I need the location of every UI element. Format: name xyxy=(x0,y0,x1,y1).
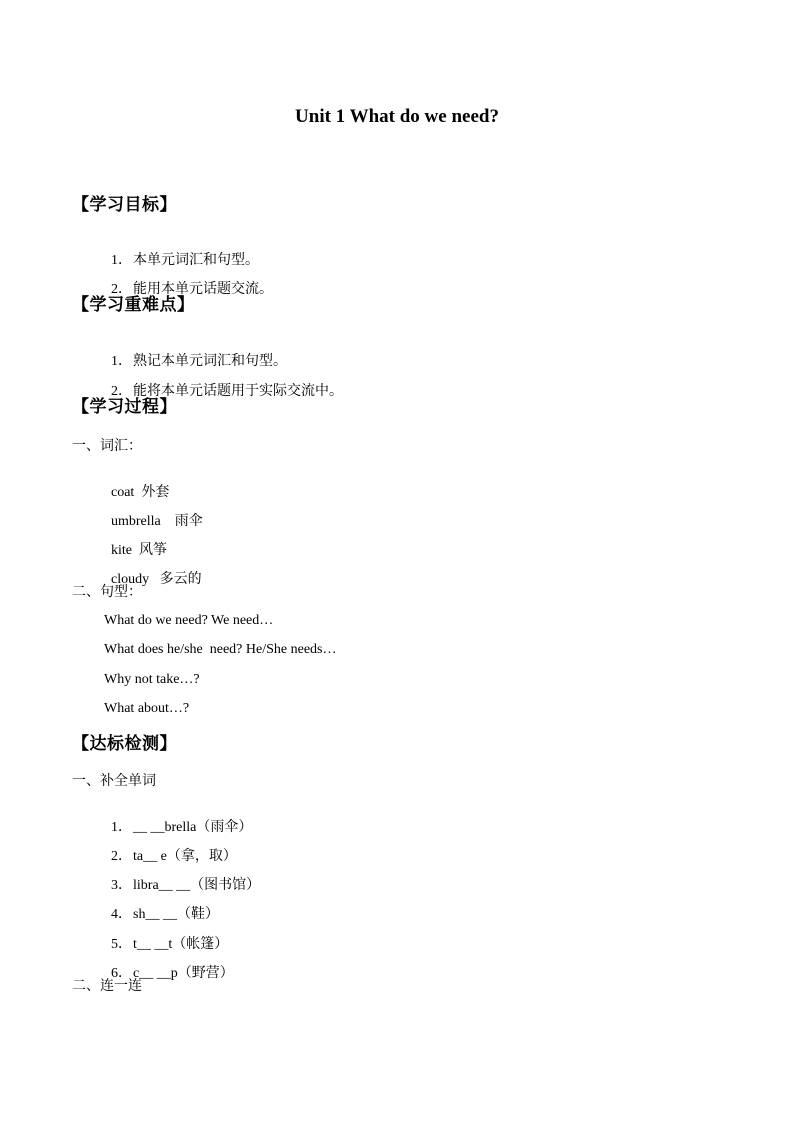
key-point-text: 能将本单元话题用于实际交流中。 xyxy=(133,383,343,399)
sentence-label: 二、句型： xyxy=(72,584,142,600)
vocab-english: kite xyxy=(111,543,132,558)
vocab-label: 一、词汇： xyxy=(72,438,142,454)
key-point-number: 2． xyxy=(111,384,132,399)
page-title: Unit 1 What do we need? xyxy=(295,106,499,127)
goal-text: 本单元词汇和句型。 xyxy=(133,252,259,268)
fill-word-blank: c__ __p xyxy=(133,966,178,981)
fill-word-blank: libra__ __ xyxy=(133,878,191,893)
fill-word-meaning: （雨伞） xyxy=(196,819,253,835)
vocab-english: coat xyxy=(111,485,135,500)
fill-word-meaning: （帐篷） xyxy=(172,936,229,952)
fill-word-meaning: （野营） xyxy=(177,965,234,981)
fill-word-meaning: （图书馆） xyxy=(190,877,261,893)
key-point-number: 1． xyxy=(111,354,132,369)
section-heading-process: 【学习过程】 xyxy=(72,397,177,417)
goal-text: 能用本单元话题交流。 xyxy=(133,281,273,297)
vocab-english: umbrella xyxy=(111,514,161,529)
fill-word-number: 4． xyxy=(111,907,132,922)
fill-word-number: 2． xyxy=(111,849,132,864)
fill-word-number: 1． xyxy=(111,820,132,835)
fill-word-meaning: （鞋） xyxy=(176,906,219,922)
sentence-item: What about…? xyxy=(104,701,190,716)
fill-word-blank: t__ __t xyxy=(133,937,173,952)
section-heading-key-points: 【学习重难点】 xyxy=(72,295,195,315)
goal-number: 2． xyxy=(111,282,132,297)
sentence-item: What do we need? We need… xyxy=(104,613,274,628)
vocab-chinese: 雨伞 xyxy=(174,513,203,529)
goal-number: 1． xyxy=(111,253,132,268)
fill-word-number: 5． xyxy=(111,937,132,952)
key-point-text: 熟记本单元词汇和句型。 xyxy=(133,353,287,369)
test-part1-label: 一、补全单词 xyxy=(72,773,156,789)
vocab-english: cloudy xyxy=(111,572,150,587)
vocab-chinese: 多云的 xyxy=(159,571,202,587)
section-heading-goals: 【学习目标】 xyxy=(72,195,177,215)
fill-word-meaning: （拿，取） xyxy=(166,848,237,864)
fill-word-number: 3． xyxy=(111,878,132,893)
section-heading-test: 【达标检测】 xyxy=(72,734,177,754)
fill-word-blank: sh__ __ xyxy=(133,907,177,922)
sentence-item: Why not take…? xyxy=(104,672,200,687)
fill-word-blank: ta__ e xyxy=(133,849,167,864)
fill-word-blank: __ __brella xyxy=(133,820,197,835)
vocab-chinese: 风筝 xyxy=(139,542,167,558)
sentence-item: What does he/she need? He/She needs… xyxy=(104,642,337,657)
fill-word-number: 6． xyxy=(111,966,132,981)
vocab-chinese: 外套 xyxy=(141,484,170,500)
test-part2-label: 二、连一连 xyxy=(72,978,142,994)
